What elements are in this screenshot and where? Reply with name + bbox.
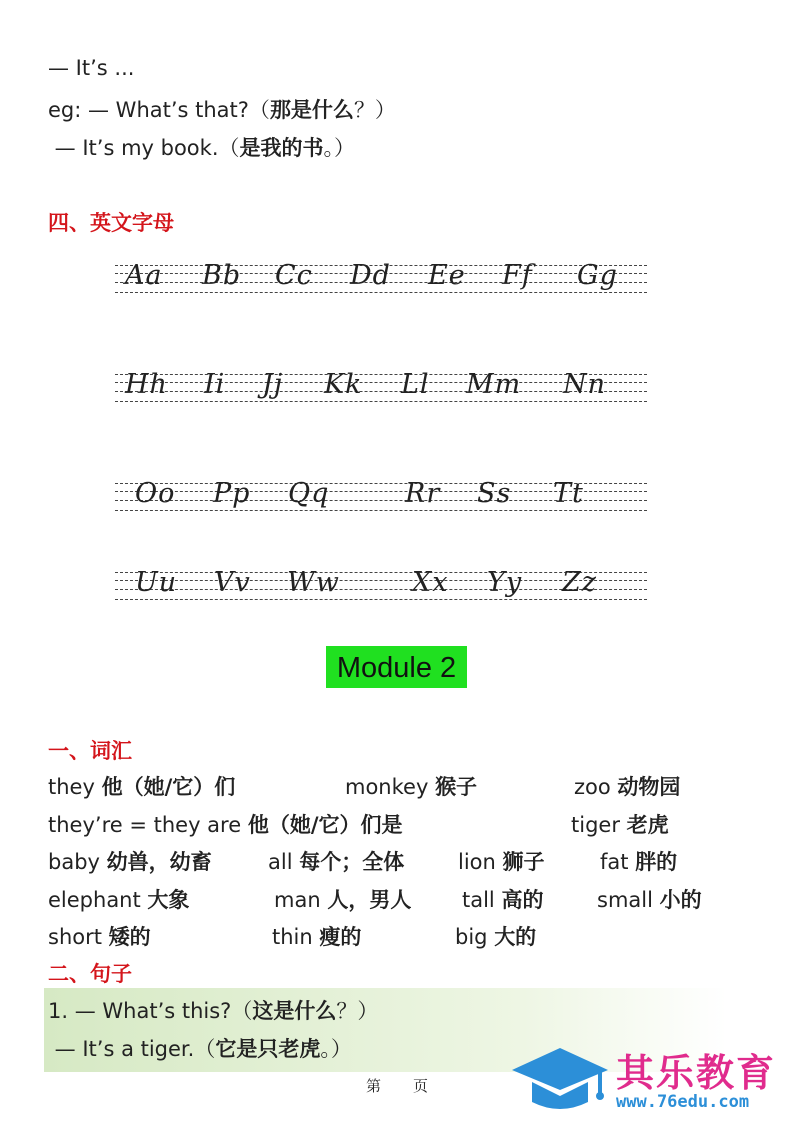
vocab-small (597, 884, 702, 914)
vocab-theyre (48, 809, 403, 839)
letter-pair: Yy (487, 567, 523, 598)
letter-pair: Nn (563, 369, 607, 400)
letter-pair: Aa (125, 260, 163, 291)
vocab-cn: 每个；全体 (299, 850, 405, 874)
vocab-cn: 老虎 (626, 813, 669, 837)
intro-line-2 (48, 94, 396, 124)
brand-logo (512, 1044, 787, 1116)
vocab-cn: 他（她/它）们是 (247, 813, 403, 837)
vocab-en: tall (462, 888, 495, 912)
vocab-cn: 狮子 (502, 850, 545, 874)
letter-pair: Bb (202, 260, 242, 291)
page-footer-left: 第 (366, 1077, 382, 1095)
letter-pair: Gg (577, 260, 618, 291)
module-title: Module 2 (336, 652, 457, 684)
letter-pair: Ww (287, 567, 340, 598)
vocab-en: zoo (574, 775, 611, 799)
section-sentence-title: 二、句子 (48, 962, 132, 986)
vocab-en: short (48, 925, 102, 949)
sentence-1-end: ？） (336, 999, 379, 1023)
vocab-monkey (345, 771, 477, 801)
vocab-cn: 大象 (147, 888, 190, 912)
letter-pair: Hh (125, 369, 168, 400)
vocab-man (274, 884, 411, 914)
vocab-cn: 矮的 (108, 925, 151, 949)
vocab-cn: 他（她/它）们 (101, 775, 236, 799)
letter-pair: Ii (204, 369, 226, 400)
section-alphabet-title: 四、英文字母 (48, 211, 174, 235)
vocab-cn: 小的 (659, 888, 702, 912)
sentence-2-cn: 它是只老虎 (215, 1037, 321, 1061)
letter-pair: Xx (412, 567, 449, 598)
intro-line-2-cn: 那是什么 (269, 98, 354, 122)
vocab-en: monkey (345, 775, 429, 799)
vocab-cn: 瘦的 (319, 925, 362, 949)
letter-pair: Tt (553, 478, 584, 509)
module-title-box (326, 646, 467, 688)
alphabet-row-1 (115, 262, 647, 302)
sentence-1-cn: 这是什么 (252, 999, 337, 1023)
vocab-en: man (274, 888, 321, 912)
vocab-cn: 人，男人 (327, 888, 412, 912)
vocab-elephant (48, 884, 189, 914)
vocab-tiger (571, 809, 669, 839)
letter-pair: Rr (405, 478, 441, 509)
letter-pair: Cc (275, 260, 313, 291)
vocab-cn: 幼兽，幼畜 (106, 850, 212, 874)
vocab-cn: 大的 (494, 925, 537, 949)
letter-pair: Kk (324, 369, 363, 400)
vocab-cn: 动物园 (617, 775, 681, 799)
intro-line-2-end: ？） (353, 98, 396, 122)
vocab-cn: 高的 (501, 888, 544, 912)
letter-pair: Ss (477, 478, 512, 509)
sentence-2-en: — It’s a tiger.（ (48, 1037, 216, 1061)
vocab-short (48, 921, 151, 951)
graduation-cap-icon (512, 1044, 612, 1116)
vocab-big (455, 921, 536, 951)
sentence-1-en: 1. — What’s this?（ (48, 999, 253, 1023)
intro-line-3-cn: 是我的书 (239, 136, 324, 160)
letter-pair: Ll (401, 369, 430, 400)
letter-pair: Jj (262, 369, 284, 400)
letter-pair: Zz (562, 567, 597, 598)
vocab-zoo (574, 771, 680, 801)
alphabet-row-3 (115, 480, 647, 520)
vocab-all (268, 846, 404, 876)
vocab-lion (458, 846, 545, 876)
letter-pair: Ff (502, 260, 533, 291)
sentence-2 (48, 1033, 352, 1063)
alphabet-row-2 (115, 371, 647, 411)
vocab-en: baby (48, 850, 100, 874)
vocab-en: small (597, 888, 653, 912)
letter-pair: Vv (214, 567, 251, 598)
letter-pair: Oo (135, 478, 176, 509)
letter-pair: Pp (213, 478, 251, 509)
brand-name: 其乐教育 (616, 1051, 777, 1095)
vocab-cn: 胖的 (635, 850, 678, 874)
vocab-en: fat (600, 850, 629, 874)
letter-pair: Uu (135, 567, 178, 598)
vocab-en: elephant (48, 888, 141, 912)
vocab-en: thin (272, 925, 313, 949)
vocab-en: tiger (571, 813, 620, 837)
sentence-2-end: 。） (320, 1037, 352, 1061)
sentence-1 (48, 995, 378, 1025)
section-vocab-title: 一、词汇 (48, 739, 132, 763)
vocab-they (48, 771, 235, 801)
vocab-en: they (48, 775, 95, 799)
letter-pair: Dd (350, 260, 391, 291)
intro-line-3 (48, 132, 355, 162)
vocab-fat (600, 846, 677, 876)
vocab-en: big (455, 925, 488, 949)
letter-pair: Mm (466, 369, 522, 400)
alphabet-row-4 (115, 569, 647, 609)
letter-pair: Qq (288, 478, 330, 509)
vocab-thin (272, 921, 361, 951)
brand-url: www.76edu.com (616, 1092, 750, 1112)
intro-line-2-en: eg: — What’s that?（ (48, 98, 270, 122)
vocab-cn: 猴子 (435, 775, 478, 799)
vocab-en: lion (458, 850, 496, 874)
vocab-en: they’re = they are (48, 813, 242, 837)
vocab-tall (462, 884, 543, 914)
letter-pair: Ee (428, 260, 466, 291)
intro-line-3-en: — It’s my book.（ (48, 136, 240, 160)
intro-line-1: — It’s ... (48, 56, 135, 80)
page-footer-right: 页 (413, 1077, 429, 1095)
intro-line-3-end: 。） (323, 136, 355, 160)
vocab-en: all (268, 850, 293, 874)
vocab-baby (48, 846, 212, 876)
